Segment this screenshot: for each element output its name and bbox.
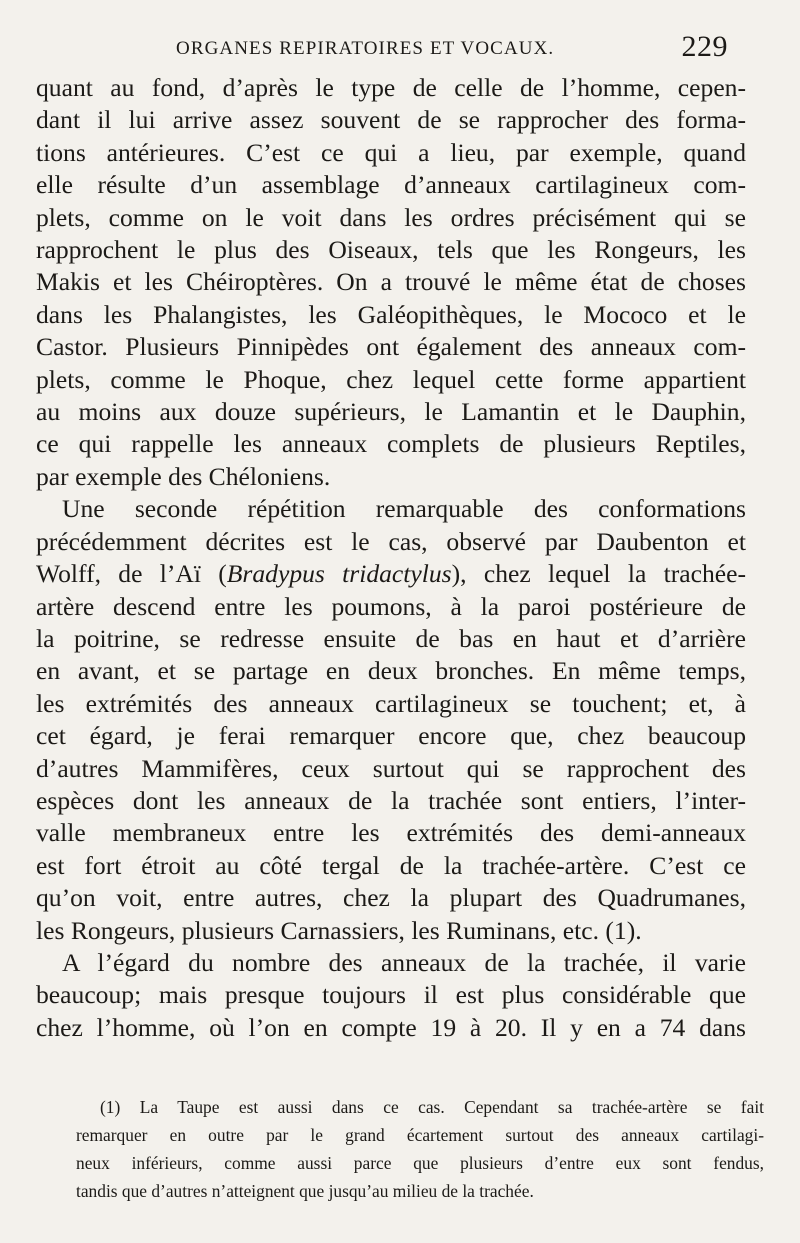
text-line: [36, 558, 746, 590]
text-line: les extrémités des anneaux cartilagineux se touchent; et, à: [36, 688, 746, 718]
footnote-line: (1) La Taupe est aussi dans ce cas. Cependant sa trachée-artère se fait: [100, 1097, 764, 1117]
text-line: Une seconde répétition remarquable des conformations: [62, 494, 746, 524]
text-line: en avant, et se partage en deux bronches. En même temps,: [36, 656, 746, 686]
text-line: plets, comme le Phoque, chez lequel cette forme appartient: [36, 364, 746, 394]
text-line: espèces dont les anneaux de la trachée sont entiers, l’inter-: [36, 785, 746, 815]
running-title: ORGANES REPIRATOIRES ET VOCAUX.: [176, 38, 555, 59]
text-line: précédemment décrites est le cas, observé par Daubenton et: [36, 526, 746, 556]
text-line: d’autres Mammifères, ceux surtout qui se rapprochent des: [36, 753, 746, 783]
text-line: Castor. Plusieurs Pinnipèdes ont également des anneaux com-: [36, 332, 746, 362]
footnote-line: neux inférieurs, comme aussi parce que plusieurs d’entre eux sont fendus,: [76, 1153, 764, 1173]
text-line: Makis et les Chéiroptères. On a trouvé le même état de choses: [36, 267, 746, 297]
text-line: rapprochent le plus des Oiseaux, tels que les Rongeurs, les: [36, 235, 746, 265]
species-name: Bradypus tridactylus: [226, 559, 452, 589]
text-line: quant au fond, d’après le type de celle de l’homme, cepen-: [36, 73, 746, 102]
text-line: les Rongeurs, plusieurs Carnassiers, les Ruminans, etc. (1).: [36, 915, 642, 945]
text-line: beaucoup; mais presque toujours il est plus considérable que: [36, 980, 746, 1010]
text-line: qu’on voit, entre autres, chez la plupart des Quadrumanes,: [36, 883, 746, 913]
page-number: 229: [681, 30, 728, 63]
footnote-line: remarquer en outre par le grand écartement surtout des anneaux cartilagi-: [76, 1125, 764, 1145]
text-line: dans les Phalangistes, les Galéopithèques, le Mococo et le: [36, 299, 746, 329]
text-line: artère descend entre les poumons, à la paroi postérieure de: [36, 591, 746, 621]
footnote: [76, 1093, 764, 1205]
body-text: [36, 72, 746, 1044]
text-line: au moins aux douze supérieurs, le Lamantin et le Dauphin,: [36, 397, 746, 427]
text-segment: ), chez lequel la trachée-: [451, 559, 746, 589]
text-line: elle résulte d’un assemblage d’anneaux cartilagineux com-: [36, 170, 746, 200]
text-line: cet égard, je ferai remarquer encore que, chez beaucoup: [36, 721, 746, 751]
text-line: est fort étroit au côté tergal de la trachée-artère. C’est ce: [36, 850, 746, 880]
text-line: dant il lui arrive assez souvent de se rapprocher des forma-: [36, 105, 746, 135]
text-line: chez l’homme, où l’on en compte 19 à 20. Il y en a 74 dans: [36, 1012, 746, 1042]
footnote-line: tandis que d’autres n’atteignent que jusqu’au milieu de la trachée.: [76, 1181, 534, 1201]
text-line: A l’égard du nombre des anneaux de la trachée, il varie: [62, 947, 746, 977]
text-line: ce qui rappelle les anneaux complets de plusieurs Reptiles,: [36, 429, 746, 459]
text-line: valle membraneux entre les extrémités des demi-anneaux: [36, 818, 746, 848]
text-line: par exemple des Chéloniens.: [36, 461, 331, 491]
text-line: plets, comme on le voit dans les ordres précisément qui se: [36, 202, 746, 232]
text-line: tions antérieures. C’est ce qui a lieu, par exemple, quand: [36, 137, 746, 167]
page-header: [168, 30, 728, 68]
text-segment: Wolff, de l’Aï (: [36, 559, 227, 589]
text-line: la poitrine, se redresse ensuite de bas en haut et d’arrière: [36, 623, 746, 653]
